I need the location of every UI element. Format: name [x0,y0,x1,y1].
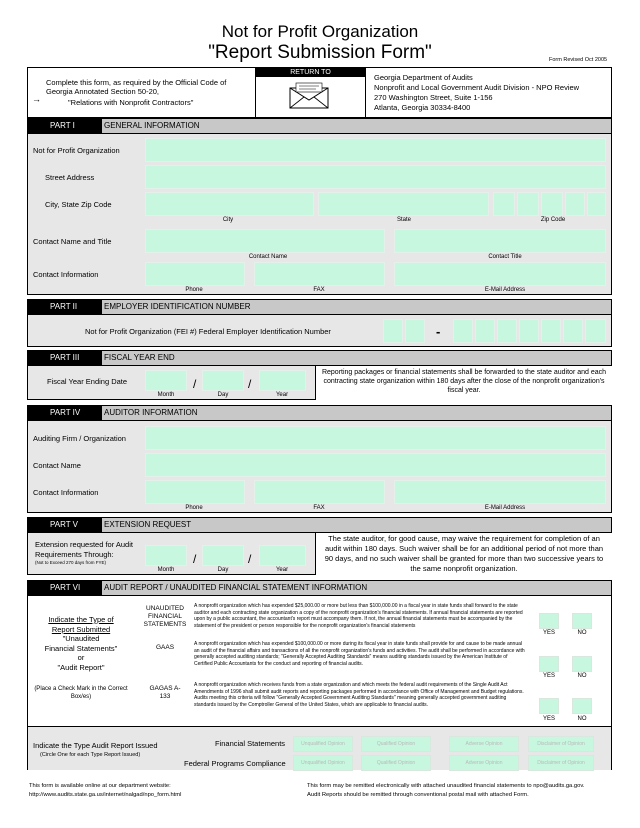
part2-header [28,300,611,315]
zip-field-1[interactable] [493,192,515,216]
part3-number: PART III [28,351,102,365]
fein-field-3[interactable] [453,319,473,343]
gaas-type-label: GAAS [155,644,175,651]
auditor-fax-caption: FAX [313,505,325,511]
auditor-fax-field[interactable] [254,480,385,504]
extension-month-caption: Month [157,567,175,573]
fein-field-9[interactable] [585,319,606,343]
gagas-no-checkbox[interactable] [572,698,592,714]
indicate-line-5: or [77,653,85,662]
zip-field-5[interactable] [587,192,606,216]
indicate-line-1: Indicate the Type of [48,615,114,624]
part3-section [27,350,612,400]
street-label: Street Address [45,173,95,182]
fein-field-7[interactable] [541,319,561,343]
form-title-line2: "Report Submission Form" [208,42,432,63]
fax-field[interactable] [254,262,385,286]
part5-number: PART V [28,518,102,532]
fein-field-6[interactable] [519,319,539,343]
part3-title: FISCAL YEAR END [104,353,175,362]
part1-header [28,119,611,134]
extension-label-2: Requirements Through: [35,550,114,559]
report-type-instructions [33,615,129,672]
intro-box [27,67,612,118]
fiscal-notice [315,366,612,400]
form-title-line1: Not for Profit Organization [221,22,419,41]
unaudited-yes-checkbox[interactable] [539,613,559,629]
part1-section [27,118,612,295]
part4-section [27,405,612,513]
part1-number: PART I [28,119,102,133]
unaudited-yes-label: YES [542,630,555,636]
fiscal-slash-2: / [248,377,252,391]
extension-day-field[interactable] [202,545,244,566]
fein-field-1[interactable] [383,319,403,343]
auditor-phone-field[interactable] [145,480,245,504]
zip-caption: Zip Code [540,217,566,223]
gagas-no-label: NO [577,716,587,722]
phone-field[interactable] [145,262,245,286]
audit-issued-label: Indicate the Type Audit Report Issued [33,741,158,750]
intro-quote: "Relations with Nonprofit Contractors" [68,98,194,107]
unaudited-type-label: UNAUDITED FINANCIAL STATEMENTS [143,605,187,628]
unaudited-no-label: NO [577,630,587,636]
state-field[interactable] [318,192,489,216]
contact-name-caption: Contact Name [248,254,288,260]
gagas-yes-checkbox[interactable] [539,698,559,714]
indicate-line-3: "Unaudited [62,634,100,643]
audit-issued-area [28,726,611,770]
fiscal-notice-text: Reporting packages or financial statements shall be forwarded to the state auditor and each contracting state organization within 180 days after the close of the nonprofit organization's fiscal year. [321,369,607,394]
extension-slash-2: / [248,552,252,566]
envelope-icon [288,82,332,110]
fiscal-year-field[interactable] [259,370,306,391]
gaas-description: A nonprofit organization which has expended $100,000.00 or more during its fiscal year in state funds shall provide for and cause to be made annual an audit of the financial affairs and transactions of all the nonprofit organization's funds and activities. The audit shall be performed in accordance with generally accepted auditing standards; "Generally Accepted Auditing Standards" means auditing standards issued by the American Institute of Certified Public Accountants for the conduct and reporting of financial audits. [194,641,525,667]
extension-day-caption: Day [217,567,229,573]
indicate-line-2: Report Submitted [51,624,111,634]
indicate-line-6: "Audit Report" [57,662,105,672]
extension-note: (Not to Exceed 270 days from FYE) [35,560,107,565]
arrow-icon: → [32,94,41,104]
contact-info-label: Contact Information [33,270,99,279]
extension-year-field[interactable] [259,545,306,566]
fp-adverse-opinion[interactable]: Adverse Opinion [449,755,519,771]
city-field[interactable] [145,192,314,216]
extension-label-1: Extension requested for Audit [35,540,133,549]
part6-header [28,581,611,596]
auditing-firm-field[interactable] [145,426,606,450]
part6-title: AUDIT REPORT / UNAUDITED FINANCIAL STATEMENT INFORMATION [104,583,368,592]
org-name-field[interactable] [145,138,606,162]
fein-dash: - [436,324,441,339]
part2-section [27,299,612,347]
fs-unqualified-opinion[interactable]: Unqualified Opinion [293,736,353,752]
fiscal-slash-1: / [193,377,197,391]
part5-section [27,517,612,575]
extension-slash-1: / [193,552,197,566]
fs-adverse-opinion[interactable]: Adverse Opinion [449,736,519,752]
part6-number: PART VI [28,581,102,595]
fein-label: Not for Profit Organization (FEI #) Federal Employer Identification Number [85,327,331,336]
fein-field-4[interactable] [475,319,495,343]
extension-notice [315,533,612,575]
fiscal-day-field[interactable] [202,370,244,391]
part2-number: PART II [28,300,102,314]
contact-title-caption: Contact Title [488,254,522,260]
street-field[interactable] [145,165,606,189]
footer-right [307,782,584,799]
auditor-email-field[interactable] [394,480,606,504]
auditor-contact-name-field[interactable] [145,453,606,477]
place-check-note: (Place a Check Mark in the Correct Box/es) [34,686,128,700]
extension-notice-text: The state auditor, for good cause, may waive the requirement for completion of an audit within 180 days. Such waiver shall be for an additional period of not more than 90 days, and no such waiver shall be granted for more than two successive years to the same nonprofit organization. [324,534,604,573]
city-caption: City [222,217,234,223]
gagas-yes-label: YES [542,716,555,722]
footer-right-line-2: Audit Reports should be remitted through conventional postal mail with attached Form. [307,791,529,798]
fein-field-2[interactable] [405,319,425,343]
zip-field-4[interactable] [565,192,585,216]
extension-month-field[interactable] [145,545,187,566]
part6-section [27,580,612,770]
part4-title: AUDITOR INFORMATION [104,408,198,417]
part1-title: GENERAL INFORMATION [104,121,200,130]
audit-issued-note: (Circle One for each Type Report Issued) [40,752,141,758]
footer-left-text: This form is available online at our department website: [29,783,171,789]
email-field[interactable] [394,262,606,286]
gaas-yes-label: YES [542,673,555,679]
fs-qualified-opinion[interactable]: Qualified Opinion [361,736,431,752]
phone-caption: Phone [185,287,203,293]
address-line-3: 270 Washington Street, Suite 1-156 [374,93,493,102]
part3-header [28,351,611,366]
intro-text: Complete this form, as required by the Official Code of Georgia Annotated Section 50-20, [46,78,227,96]
federal-programs-label: Federal Programs Compliance [184,759,286,768]
financial-statements-label: Financial Statements [215,739,286,748]
extension-year-caption: Year [275,567,289,573]
fiscal-year-caption: Year [275,392,289,398]
contact-name-label: Contact Name and Title [33,237,112,246]
return-to-label: RETURN TO [256,68,365,77]
zip-field-2[interactable] [517,192,539,216]
part2-title: EMPLOYER IDENTIFICATION NUMBER [104,302,251,311]
fiscal-year-label: Fiscal Year Ending Date [47,377,128,386]
unaudited-description: A nonprofit organization which has expended $25,000.00 or more but less than $100,000.00 in a fiscal year in state funds shall forward to the state auditor and each contracting state organization a copy of the nonprofit organization's financial statements. If annual financial statements are reported upon by a public accountant, the accountant's report must accompany them. If not, the annual financial statements must be accompanied by the statement of the president or person responsible for the nonprofit organization's financial statements [194,603,523,629]
return-address [374,73,579,113]
fs-disclaimer-opinion[interactable]: Disclaimer of Opinion [528,736,594,752]
email-caption: E-Mail Address [484,287,526,293]
auditor-contact-info-label: Contact Information [33,488,99,497]
footer-right-line-1: This form may be remitted electronically with attached unaudited financial statements to npo@audits.ga.gov. [307,783,585,789]
fiscal-month-field[interactable] [145,370,187,391]
fiscal-day-caption: Day [217,392,229,398]
gagas-type-label: GAGAS A-133 [149,685,181,700]
city-state-zip-label: City, State Zip Code [45,200,112,209]
gaas-no-label: NO [577,673,587,679]
gaas-no-checkbox[interactable] [572,656,592,672]
fiscal-month-caption: Month [157,392,175,398]
unaudited-no-checkbox[interactable] [572,613,592,629]
fp-qualified-opinion[interactable]: Qualified Opinion [361,755,431,771]
contact-name-field[interactable] [145,229,385,253]
indicate-line-4: Financial Statements" [44,643,118,653]
part4-number: PART IV [28,406,102,420]
auditor-email-caption: E-Mail Address [484,505,526,511]
gagas-description: A nonprofit organization which receives funds from a state organization and which meets the federal audit requirements of the Single Audit Act Amendments of 1996 shall submit audit reports and reporting packages performed in accordance with Office of Management and Budget regulations. Audits meeting this criteria will follow "Generally Accepted Government Auditing Standards" meaning generally accepted government auditing standards issued by the Comptroller General of the United States, which are applicable to financial audits. [194,682,524,708]
auditor-contact-name-label: Contact Name [33,461,81,470]
form-revised-date: Form Revised Oct 2005 [549,57,608,63]
fp-unqualified-opinion[interactable]: Unqualified Opinion [293,755,353,771]
footer-left [29,782,181,799]
part4-header [28,406,611,421]
zip-field-3[interactable] [541,192,563,216]
state-caption: State [396,217,411,223]
part5-title: EXTENSION REQUEST [104,520,192,529]
address-line-1: Georgia Department of Audits [374,73,473,82]
address-line-2: Nonprofit and Local Government Audit Division - NPO Review [374,83,580,92]
fp-disclaimer-opinion[interactable]: Disclaimer of Opinion [528,755,594,771]
footer-website-link[interactable]: http://www.audits.state.ga.us/internet/nalgad/npo_form.html [29,791,182,798]
org-name-label: Not for Profit Organization [33,146,120,155]
return-to-box [255,68,366,117]
auditing-firm-label: Auditing Firm / Organization [33,434,126,443]
fein-field-8[interactable] [563,319,583,343]
address-line-4: Atlanta, Georgia 30334-8400 [374,103,471,112]
fax-caption: FAX [313,287,325,293]
part5-header [28,518,611,533]
fein-field-5[interactable] [497,319,517,343]
contact-title-field[interactable] [394,229,606,253]
auditor-phone-caption: Phone [185,505,203,511]
gaas-yes-checkbox[interactable] [539,656,559,672]
